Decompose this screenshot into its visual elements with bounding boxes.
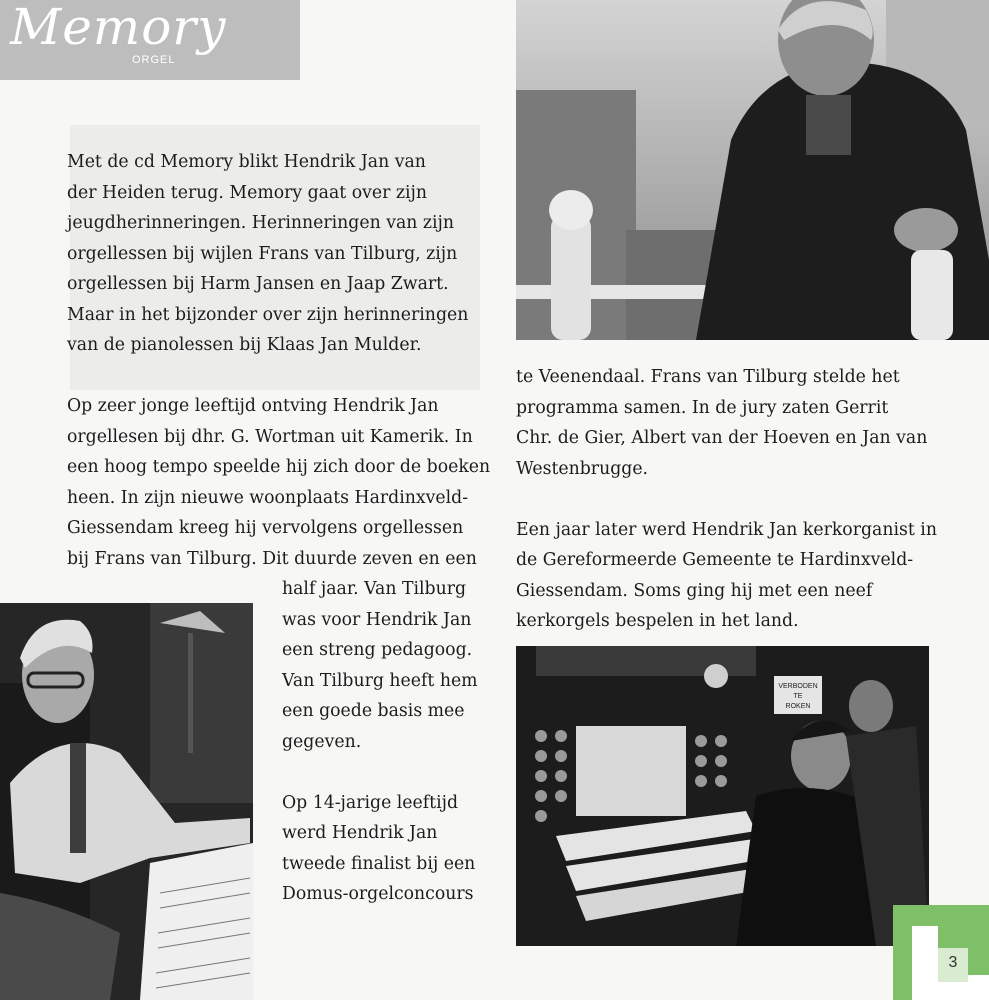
text-line: Westenbrugge. <box>516 458 649 479</box>
text-line <box>282 757 478 788</box>
logo-subtitle: ORGEL <box>132 54 176 66</box>
text-line: Domus-orgelconcours <box>282 884 474 904</box>
portrait-photo-seated <box>0 603 253 1000</box>
text-line: bij Frans van Tilburg. Dit duurde zeven en een <box>67 548 477 569</box>
portrait-photo-railing <box>516 0 989 340</box>
text-line: Giessendam. Soms ging hij met een neef <box>516 580 873 601</box>
organ-console-photo <box>516 646 929 946</box>
text-line: heen. In zijn nieuwe woonplaats Hardinxveld- <box>67 487 469 508</box>
text-line: Chr. de Gier, Albert van der Hoeven en Jan van <box>516 428 928 448</box>
column1-continued-text <box>282 574 478 910</box>
text-line: der Heiden terug. Memory gaat over zijn <box>67 182 427 203</box>
text-line: orgellessen bij wijlen Frans van Tilburg, zijn <box>67 243 458 264</box>
text-line: orgellessen bij Harm Jansen en Jaap Zwart. <box>67 274 449 294</box>
text-line: een goede basis mee <box>282 701 465 721</box>
text-line: een hoog tempo speelde hij zich door de boeken <box>67 457 491 477</box>
text-line: programma samen. In de jury zaten Gerrit <box>516 397 889 418</box>
column2-text <box>516 362 937 637</box>
text-line <box>67 361 490 392</box>
header-logo-bar <box>0 0 300 80</box>
text-line: Van Tilburg heeft hem <box>282 670 478 691</box>
text-line: kerkorgels bespelen in het land. <box>516 611 799 631</box>
text-line: Een jaar later werd Hendrik Jan kerkorganist in <box>516 519 937 540</box>
page-number: 3 <box>948 954 958 971</box>
text-line: tweede finalist bij een <box>282 853 476 874</box>
text-line: de Gereformeerde Gemeente te Hardinxveld- <box>516 550 914 570</box>
text-line: een streng pedagoog. <box>282 640 473 660</box>
sign-line-3: ROKEN <box>785 703 811 710</box>
sign-line-1: VERBODEN <box>778 683 818 690</box>
text-line: half jaar. Van Tilburg <box>282 579 467 599</box>
sign-line-2: TE <box>793 693 803 700</box>
text-line: orgellesen bij dhr. G. Wortman uit Kamerik. In <box>67 426 473 447</box>
text-line: werd Hendrik Jan <box>282 823 438 843</box>
text-line: te Veenendaal. Frans van Tilburg stelde het <box>516 367 900 387</box>
column1-text <box>67 147 490 574</box>
text-line <box>516 484 937 515</box>
text-line: jeugdherinneringen. Herinneringen van zijn <box>67 213 455 233</box>
text-line: gegeven. <box>282 731 362 752</box>
text-line: Met de cd Memory blikt Hendrik Jan van <box>67 152 426 172</box>
text-line: Op 14-jarige leeftijd <box>282 792 459 813</box>
text-line: Giessendam kreeg hij vervolgens orgellessen <box>67 518 464 538</box>
text-line: was voor Hendrik Jan <box>282 609 472 630</box>
text-line: Op zeer jonge leeftijd ontving Hendrik Jan <box>67 396 439 416</box>
logo-wordmark: Memory <box>10 0 227 56</box>
text-line: Maar in het bijzonder over zijn herinneringen <box>67 304 469 325</box>
text-line: van de pianolessen bij Klaas Jan Mulder. <box>67 335 422 355</box>
